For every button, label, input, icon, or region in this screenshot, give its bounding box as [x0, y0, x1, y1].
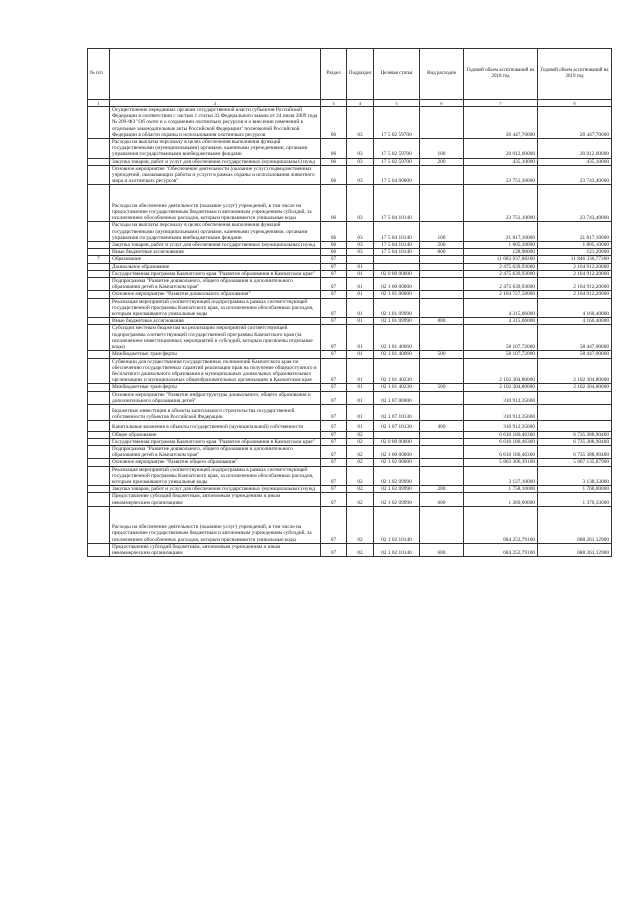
row-target-article: 02 1 00 00000 — [374, 278, 420, 291]
table-row — [88, 256, 612, 263]
table-row — [88, 445, 612, 458]
row-target-article: 02 1 02 10140 — [374, 506, 420, 543]
row-amount-2019: 2 164 912,20000 — [538, 278, 612, 291]
row-podrazdel: 03 — [347, 139, 374, 159]
row-razdel: 07 — [321, 384, 347, 391]
table-row — [88, 242, 612, 249]
row-target-article: 02 1 01 00000 — [374, 291, 420, 298]
row-podrazdel: 01 — [347, 404, 374, 420]
column-index: 1 — [88, 100, 110, 107]
row-name: Государственная программа Камчатского края "Развитие образования в Камчатском крае" — [110, 438, 321, 445]
row-amount-2018: 1 369,00000 — [464, 493, 538, 506]
header-name — [110, 49, 321, 100]
table-row — [88, 391, 612, 404]
row-name: Расходы на выплаты персоналу в целях обеспечения выполнения функций государственными (муниципальными) органами, казенными учреждениями, органами управления государственными внебюджетными фондами — [110, 222, 321, 242]
row-podrazdel: 01 — [347, 391, 374, 404]
header-num: № п/п — [88, 49, 110, 100]
row-podrazdel: 01 — [347, 325, 374, 351]
row-name: Общее образование — [110, 431, 321, 438]
row-expense-type — [420, 459, 464, 466]
row-podrazdel: 03 — [347, 185, 374, 222]
header-year-2018: Годовой объем ассигнований на 2018 год — [464, 49, 538, 100]
row-name: Осуществление переданных органам государственной власти субъектов Российской Федерации в соответствии с частью 1 статьи 33 Федерального закона от 24 июля 2009 года № 209-ФЗ "Об охоте и о сохранении охотничьих ресурсов и о внесении изменений в отдельные законодательные акты Российской Федерации" полномочий Российской Федерации в области охраны и использования охотничьих ресурсов — [110, 107, 321, 139]
row-razdel: 06 — [321, 249, 347, 256]
row-number — [88, 291, 110, 298]
row-amount-2018: 2 475 639,93000 — [464, 263, 538, 270]
row-number — [88, 263, 110, 270]
table-row — [88, 291, 612, 298]
row-razdel: 06 — [321, 242, 347, 249]
row-target-article: 02 1 02 10140 — [374, 543, 420, 556]
row-number — [88, 222, 110, 242]
row-target-article: 02 1 02 09990 — [374, 493, 420, 506]
row-number — [88, 506, 110, 543]
table-body — [88, 107, 612, 557]
row-number — [88, 270, 110, 277]
column-index: 7 — [464, 100, 538, 107]
row-razdel: 07 — [321, 270, 347, 277]
row-amount-2019: 20 447,70000 — [538, 107, 612, 139]
row-amount-2019: 2 102 304,80000 — [538, 384, 612, 391]
row-amount-2019: 688 261,12900 — [538, 543, 612, 556]
table-row — [88, 222, 612, 242]
row-target-article: 02 0 00 00000 — [374, 438, 420, 445]
row-amount-2018: 684 252,79100 — [464, 506, 538, 543]
row-target-article: 02 1 00 00000 — [374, 445, 420, 458]
row-expense-type: 200 — [420, 158, 464, 165]
table-row — [88, 139, 612, 159]
table-row — [88, 158, 612, 165]
row-podrazdel: 01 — [347, 358, 374, 384]
row-number — [88, 438, 110, 445]
table-row — [88, 263, 612, 270]
row-target-article: 17 5 04 10140 — [374, 249, 420, 256]
row-amount-2018: 4 315,06000 — [464, 318, 538, 325]
row-razdel: 07 — [321, 298, 347, 318]
table-row — [88, 506, 612, 543]
row-amount-2019 — [538, 421, 612, 431]
row-razdel: 07 — [321, 466, 347, 486]
row-amount-2019: 6 735 388,90400 — [538, 438, 612, 445]
row-razdel: 07 — [321, 431, 347, 438]
row-amount-2019: 6 735 388,90400 — [538, 445, 612, 458]
row-amount-2018: 3 127,10000 — [464, 466, 538, 486]
row-razdel: 07 — [321, 263, 347, 270]
row-razdel: 07 — [321, 459, 347, 466]
row-razdel: 07 — [321, 325, 347, 351]
row-number — [88, 318, 110, 325]
row-expense-type: 800 — [420, 318, 464, 325]
row-expense-type — [420, 325, 464, 351]
row-name: Основное мероприятие "Развитие дошкольного образования" — [110, 291, 321, 298]
row-amount-2019: 2 164 912,20000 — [538, 263, 612, 270]
row-podrazdel: 01 — [347, 318, 374, 325]
table-row — [88, 459, 612, 466]
row-expense-type — [420, 404, 464, 420]
row-number — [88, 107, 110, 139]
row-podrazdel: 03 — [347, 242, 374, 249]
row-podrazdel — [347, 256, 374, 263]
header-row — [88, 49, 612, 100]
row-razdel: 07 — [321, 291, 347, 298]
row-target-article: 17 5 02 59700 — [374, 158, 420, 165]
row-number — [88, 486, 110, 493]
row-expense-type — [420, 165, 464, 185]
row-amount-2018: 6 610 180,46300 — [464, 431, 538, 438]
row-podrazdel: 02 — [347, 543, 374, 556]
row-amount-2018: 1 758,10000 — [464, 486, 538, 493]
row-amount-2018: 684 252,79100 — [464, 543, 538, 556]
row-name: Расходы на обеспечение деятельности (оказание услуг) учреждений, в том числе на предоставление государственным бюджетным и автономным учреждениям субсидий, за исключением обособленных расходов, которым присваиваются уникальные коды — [110, 185, 321, 222]
table-row — [88, 325, 612, 351]
row-amount-2019: 4 160,40000 — [538, 318, 612, 325]
row-podrazdel: 02 — [347, 459, 374, 466]
row-razdel: 06 — [321, 107, 347, 139]
row-razdel: 07 — [321, 506, 347, 543]
row-razdel: 06 — [321, 139, 347, 159]
row-name: Расходы на обеспечение деятельности (оказание услуг) учреждений, в том числе на предоставление государственным бюджетным и автономным учреждениям субсидий, за исключением обособленных расходов, которым присваиваются уникальные коды — [110, 506, 321, 543]
row-target-article: 02 1 01 09990 — [374, 298, 420, 318]
row-amount-2019: 2 102 304,80000 — [538, 358, 612, 384]
row-target-article: 17 5 04 10140 — [374, 222, 420, 242]
row-name: Иные бюджетные ассигнования — [110, 249, 321, 256]
row-number — [88, 493, 110, 506]
row-target-article: 02 1 07 10130 — [374, 421, 420, 431]
row-name: Капитальные вложения в объекты государственной (муниципальной) собственности — [110, 421, 321, 431]
row-name: Межбюджетные трансферты — [110, 351, 321, 358]
row-expense-type — [420, 256, 464, 263]
row-amount-2018: 310 912,35000 — [464, 391, 538, 404]
row-podrazdel: 01 — [347, 291, 374, 298]
table-row — [88, 351, 612, 358]
row-amount-2018: 23 751,10000 — [464, 185, 538, 222]
row-amount-2019: 5 867 135,87900 — [538, 459, 612, 466]
row-podrazdel: 02 — [347, 493, 374, 506]
row-amount-2019: 21 817,10000 — [538, 222, 612, 242]
table-row — [88, 270, 612, 277]
table-row — [88, 431, 612, 438]
row-podrazdel: 01 — [347, 351, 374, 358]
row-razdel: 06 — [321, 158, 347, 165]
row-amount-2019: 4 160,40000 — [538, 298, 612, 318]
row-number — [88, 459, 110, 466]
row-target-article: 02 1 02 00000 — [374, 459, 420, 466]
row-expense-type — [420, 107, 464, 139]
row-expense-type: 500 — [420, 351, 464, 358]
row-razdel: 07 — [321, 438, 347, 445]
row-expense-type: 100 — [420, 139, 464, 159]
table-row — [88, 185, 612, 222]
table-row — [88, 421, 612, 431]
row-target-article: 17 5 02 59700 — [374, 139, 420, 159]
row-podrazdel: 01 — [347, 384, 374, 391]
row-name: Межбюджетные трансферты — [110, 384, 321, 391]
row-amount-2019: 58 447,00000 — [538, 351, 612, 358]
row-podrazdel: 01 — [347, 278, 374, 291]
row-amount-2018: 20 447,70000 — [464, 107, 538, 139]
row-target-article: 02 1 02 09990 — [374, 486, 420, 493]
column-index-row — [88, 100, 612, 107]
row-amount-2019: 1 370,33000 — [538, 493, 612, 506]
table-row — [88, 298, 612, 318]
row-number — [88, 278, 110, 291]
row-amount-2019: 3 138,33000 — [538, 466, 612, 486]
row-expense-type — [420, 291, 464, 298]
column-index: 2 — [110, 100, 321, 107]
row-amount-2019: 2 164 912,20000 — [538, 270, 612, 277]
row-target-article — [374, 431, 420, 438]
row-number — [88, 466, 110, 486]
row-number — [88, 242, 110, 249]
row-amount-2019: 688 261,12900 — [538, 506, 612, 543]
row-amount-2019 — [538, 404, 612, 420]
row-name: Образование — [110, 256, 321, 263]
row-target-article: 02 1 01 09990 — [374, 318, 420, 325]
row-expense-type — [420, 438, 464, 445]
row-razdel: 07 — [321, 486, 347, 493]
row-name: Предоставление субсидий бюджетным, автономным учреждениям и иным некоммерческим организациям — [110, 543, 321, 556]
row-amount-2018: 23 751,10000 — [464, 165, 538, 185]
row-expense-type — [420, 263, 464, 270]
row-target-article: 02 1 07 10130 — [374, 404, 420, 420]
row-number — [88, 165, 110, 185]
column-index: 8 — [538, 100, 612, 107]
row-amount-2019: 1 805,10000 — [538, 242, 612, 249]
row-expense-type — [420, 358, 464, 384]
row-podrazdel: 01 — [347, 421, 374, 431]
table-row — [88, 249, 612, 256]
row-expense-type: 200 — [420, 242, 464, 249]
row-razdel: 07 — [321, 256, 347, 263]
row-amount-2018: 128,90000 — [464, 249, 538, 256]
row-number — [88, 421, 110, 431]
row-expense-type — [420, 391, 464, 404]
row-number — [88, 298, 110, 318]
row-amount-2019: 58 447,00000 — [538, 325, 612, 351]
row-target-article: 02 1 01 40230 — [374, 384, 420, 391]
row-number — [88, 445, 110, 458]
row-number — [88, 249, 110, 256]
row-target-article: 17 5 02 59700 — [374, 107, 420, 139]
row-podrazdel: 03 — [347, 107, 374, 139]
row-podrazdel: 02 — [347, 431, 374, 438]
row-amount-2018: 2 164 727,58000 — [464, 291, 538, 298]
table-row — [88, 493, 612, 506]
row-name: Реализация мероприятий соответствующей подпрограммы в рамках соответствующей государственной программы Камчатского края, за исключением обособленных расходов, которым присваиваются уникальные коды — [110, 298, 321, 318]
table-row — [88, 543, 612, 556]
table-row — [88, 486, 612, 493]
row-name: Иные бюджетные ассигнования — [110, 318, 321, 325]
row-amount-2018: 310 912,35000 — [464, 404, 538, 420]
row-amount-2018: 6 610 180,46300 — [464, 438, 538, 445]
row-podrazdel: 03 — [347, 165, 374, 185]
row-podrazdel: 01 — [347, 263, 374, 270]
row-podrazdel: 02 — [347, 506, 374, 543]
row-amount-2018: 435,10000 — [464, 158, 538, 165]
row-amount-2018: 2 102 304,80000 — [464, 358, 538, 384]
row-name: Субсидии местным бюджетам на реализацию мероприятий соответствующей подпрограммы соответствующей государственной программы Камчатского края (за исключением инвестиционных мероприятий и субсидий, которым присвоены отдельные коды) — [110, 325, 321, 351]
row-number — [88, 391, 110, 404]
row-amount-2019: 1 768,00000 — [538, 486, 612, 493]
table-row — [88, 278, 612, 291]
row-podrazdel: 03 — [347, 158, 374, 165]
row-number — [88, 325, 110, 351]
row-amount-2018: 2 102 304,80000 — [464, 384, 538, 391]
row-amount-2018: 4 315,06000 — [464, 298, 538, 318]
row-number: 7 — [88, 256, 110, 263]
row-number — [88, 358, 110, 384]
column-index: 4 — [347, 100, 374, 107]
row-target-article — [374, 256, 420, 263]
row-number — [88, 139, 110, 159]
row-target-article: 02 0 00 00000 — [374, 270, 420, 277]
row-amount-2018: 58 107,72000 — [464, 325, 538, 351]
row-amount-2018: 58 107,72000 — [464, 351, 538, 358]
row-expense-type: 500 — [420, 384, 464, 391]
row-amount-2018: 310 912,35000 — [464, 421, 538, 431]
row-name: Подпрограмма "Развитие дошкольного, общего образования и дополнительного образования детей в Камчатском крае" — [110, 445, 321, 458]
row-podrazdel: 01 — [347, 298, 374, 318]
table-row — [88, 165, 612, 185]
row-amount-2018: 2 475 639,93000 — [464, 270, 538, 277]
row-number — [88, 431, 110, 438]
row-razdel: 07 — [321, 493, 347, 506]
row-podrazdel: 01 — [347, 270, 374, 277]
row-target-article: 02 1 07 00000 — [374, 391, 420, 404]
row-number — [88, 404, 110, 420]
row-razdel: 07 — [321, 358, 347, 384]
row-number — [88, 384, 110, 391]
row-podrazdel: 02 — [347, 486, 374, 493]
row-name: Основное мероприятие "Обеспечение деятельности (оказание услуг) подведомственных учреждений, оказывающих работы и услуги в рамках охраны и использования животного мира и охотничьих ресурсов" — [110, 165, 321, 185]
row-number — [88, 158, 110, 165]
row-name: Дошкольное образование — [110, 263, 321, 270]
row-expense-type: 100 — [420, 222, 464, 242]
row-razdel: 07 — [321, 543, 347, 556]
row-podrazdel: 02 — [347, 445, 374, 458]
row-podrazdel: 03 — [347, 249, 374, 256]
row-name: Реализация мероприятий соответствующей подпрограммы в рамках соответствующей государственной программы Камчатского края, за исключением обособленных расходов, которым присваиваются уникальные коды — [110, 466, 321, 486]
row-podrazdel: 02 — [347, 438, 374, 445]
row-amount-2019: 23 743,40000 — [538, 165, 612, 185]
table-row — [88, 358, 612, 384]
row-razdel: 07 — [321, 421, 347, 431]
row-amount-2018: 2 475 639,93000 — [464, 278, 538, 291]
row-target-article: 02 1 01 40060 — [374, 351, 420, 358]
row-name: Бюджетные инвестиции в объекты капитального строительства государственной собственности субъектов Российской Федерации — [110, 404, 321, 420]
row-name: Закупка товаров, работ и услуг для обеспечения государственных (муниципальных) нужд — [110, 242, 321, 249]
table-row — [88, 384, 612, 391]
row-razdel: 07 — [321, 391, 347, 404]
row-target-article: 17 5 04 10140 — [374, 185, 420, 222]
row-amount-2019: 6 735 388,90400 — [538, 431, 612, 438]
row-razdel: 06 — [321, 222, 347, 242]
table-row — [88, 466, 612, 486]
row-name: Расходы на выплаты персоналу в целях обеспечения выполнения функций государственными (муниципальными) органами, казенными учреждениями, органами управления государственными внебюджетными фондами — [110, 139, 321, 159]
table-row — [88, 438, 612, 445]
row-expense-type — [420, 431, 464, 438]
row-expense-type — [420, 278, 464, 291]
header-target-article: Целевая статья — [374, 49, 420, 100]
header-expense-type: Вид расходов — [420, 49, 464, 100]
row-expense-type: 400 — [420, 421, 464, 431]
table-row — [88, 318, 612, 325]
row-razdel: 07 — [321, 278, 347, 291]
row-name: Субвенции для осуществления государственных полномочий Камчатского края по обеспечению государственных гарантий реализации прав на получение общедоступного и бесплатного дошкольного образования в муниципальных дошкольных образовательных организациях и муниципальных общеобразовательных организациях в Камчатском крае — [110, 358, 321, 384]
row-podrazdel: 02 — [347, 466, 374, 486]
row-expense-type — [420, 185, 464, 222]
row-razdel: 07 — [321, 318, 347, 325]
row-name: Государственная программа Камчатского края "Развитие образования в Камчатском крае" — [110, 270, 321, 277]
row-number — [88, 351, 110, 358]
row-amount-2018: 11 683 937,88200 — [464, 256, 538, 263]
row-razdel: 06 — [321, 165, 347, 185]
row-podrazdel: 03 — [347, 222, 374, 242]
row-expense-type — [420, 270, 464, 277]
row-name: Закупка товаров, работ и услуг для обеспечения государственных (муниципальных) нужд — [110, 158, 321, 165]
row-target-article: 17 5 04 00000 — [374, 165, 420, 185]
column-index: 6 — [420, 100, 464, 107]
table-row — [88, 107, 612, 139]
row-razdel: 07 — [321, 404, 347, 420]
row-name: Предоставление субсидий бюджетным, автономным учреждениям и иным некоммерческим организациям — [110, 493, 321, 506]
row-expense-type: 800 — [420, 249, 464, 256]
row-amount-2019: 23 743,40000 — [538, 185, 612, 222]
row-amount-2018: 6 610 180,46300 — [464, 445, 538, 458]
row-razdel: 06 — [321, 185, 347, 222]
row-number — [88, 185, 110, 222]
row-target-article: 02 1 01 40060 — [374, 325, 420, 351]
row-name: Основное мероприятие "Развитие общего образования" — [110, 459, 321, 466]
row-target-article: 02 1 02 09990 — [374, 466, 420, 486]
column-index: 3 — [321, 100, 347, 107]
row-amount-2019: 121,20000 — [538, 249, 612, 256]
row-amount-2019 — [538, 391, 612, 404]
row-expense-type — [420, 298, 464, 318]
row-name: Основное мероприятие "Развитие инфраструктуры дошкольного, общего образования и дополнительного образования детей" — [110, 391, 321, 404]
row-amount-2019: 435,10000 — [538, 158, 612, 165]
budget-table — [87, 48, 612, 557]
row-amount-2019: 2 164 912,20000 — [538, 291, 612, 298]
row-expense-type: 600 — [420, 493, 464, 506]
row-expense-type — [420, 506, 464, 543]
row-expense-type: 200 — [420, 486, 464, 493]
row-expense-type — [420, 466, 464, 486]
header-razdel: Раздел — [321, 49, 347, 100]
row-expense-type — [420, 445, 464, 458]
row-razdel: 07 — [321, 445, 347, 458]
row-amount-2019: 11 846 336,77300 — [538, 256, 612, 263]
row-number — [88, 543, 110, 556]
column-index: 5 — [374, 100, 420, 107]
row-target-article — [374, 263, 420, 270]
row-target-article: 17 5 04 10140 — [374, 242, 420, 249]
row-name: Подпрограмма "Развитие дошкольного, общего образования и дополнительного образования детей в Камчатском крае" — [110, 278, 321, 291]
row-name: Закупка товаров, работ и услуг для обеспечения государственных (муниципальных) нужд — [110, 486, 321, 493]
row-expense-type: 600 — [420, 543, 464, 556]
row-amount-2018: 20 012,60000 — [464, 139, 538, 159]
row-amount-2018: 21 817,10000 — [464, 222, 538, 242]
row-razdel: 07 — [321, 351, 347, 358]
header-podrazdel: Подраздел — [347, 49, 374, 100]
table-row — [88, 404, 612, 420]
row-amount-2019: 20 012,60000 — [538, 139, 612, 159]
row-amount-2018: 1 805,10000 — [464, 242, 538, 249]
row-amount-2018: 5 863 306,39100 — [464, 459, 538, 466]
row-target-article: 02 1 01 40230 — [374, 358, 420, 384]
header-year-2019: Годовой объем ассигнований на 2019 год — [538, 49, 612, 100]
